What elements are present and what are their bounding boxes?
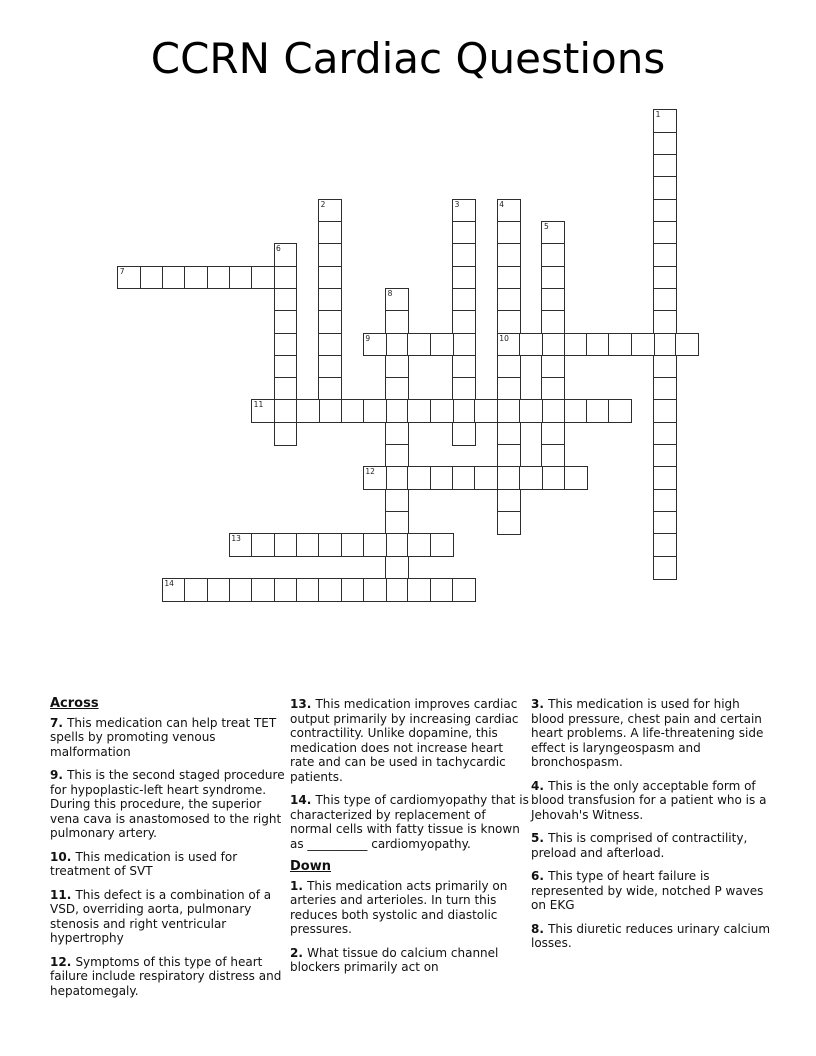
clue-column-2 xyxy=(290,697,531,984)
clue-6: 6. This type of heart failure is represented by wide, notched P waves on EKG xyxy=(531,869,764,912)
grid-cell[interactable] xyxy=(519,466,543,490)
grid-cell[interactable] xyxy=(452,243,476,267)
clue-13: 13. This medication improves cardiac output primarily by increasing cardiac contractility. Unlike dopamine, this medication does not increase heart rate and can be used in tachycardic patients. xyxy=(290,697,519,784)
cell-number: 6 xyxy=(276,244,281,254)
grid-cell[interactable] xyxy=(385,489,409,513)
grid-cell[interactable] xyxy=(631,333,655,357)
grid-cell[interactable] xyxy=(274,578,298,602)
grid-cell[interactable] xyxy=(541,422,565,446)
cell-number: 8 xyxy=(387,288,393,298)
grid-cell[interactable] xyxy=(385,578,409,602)
clue-number: 5. xyxy=(531,831,549,845)
grid-cell[interactable] xyxy=(653,333,677,357)
grid-cell[interactable] xyxy=(363,578,387,602)
grid-cell[interactable] xyxy=(385,333,409,357)
grid-cell[interactable] xyxy=(608,333,632,357)
grid-cell[interactable] xyxy=(207,266,231,290)
grid-cell[interactable] xyxy=(653,556,677,580)
cell-number: 4 xyxy=(499,199,505,209)
grid-cell[interactable] xyxy=(452,310,476,334)
grid-cell[interactable] xyxy=(274,266,298,290)
grid-cell[interactable] xyxy=(564,399,588,423)
grid-cell[interactable] xyxy=(407,466,431,490)
clue-number: 10. xyxy=(50,849,76,864)
grid-cell[interactable] xyxy=(653,533,677,557)
grid-cell[interactable] xyxy=(452,288,476,312)
grid-cell[interactable] xyxy=(519,399,543,423)
clue-14: 14. This type of cardiomyopathy that is characterized by replacement of normal cells with fatty tissue is known as __________ cardiomyopathy. xyxy=(290,793,529,851)
clue-number: 4. xyxy=(531,778,549,793)
grid-cell[interactable] xyxy=(653,466,677,490)
grid-cell[interactable] xyxy=(541,333,565,357)
clue-number: 9. xyxy=(50,768,68,782)
grid-cell[interactable] xyxy=(474,466,498,490)
clue-12: 12. Symptoms of this type of heart failure include respiratory distress and hepatomegaly. xyxy=(50,954,282,998)
grid-cell[interactable] xyxy=(318,221,342,245)
grid-cell[interactable] xyxy=(274,422,298,446)
grid-cell[interactable] xyxy=(229,533,253,557)
grid-cell[interactable] xyxy=(497,466,521,490)
grid-cell[interactable] xyxy=(385,511,409,535)
grid-cell[interactable] xyxy=(541,355,565,379)
grid-cell[interactable] xyxy=(296,533,320,557)
grid-cell[interactable] xyxy=(274,288,298,312)
grid-cell[interactable] xyxy=(274,533,298,557)
cell-number: 2 xyxy=(320,199,326,209)
grid-cell[interactable] xyxy=(452,199,476,223)
grid-cell[interactable] xyxy=(653,444,677,468)
grid-cell[interactable] xyxy=(274,310,298,334)
grid-cell[interactable] xyxy=(541,310,565,334)
grid-cell[interactable] xyxy=(653,489,677,513)
grid-cell[interactable] xyxy=(497,199,521,223)
grid-cell[interactable] xyxy=(653,288,677,312)
clue-column-3 xyxy=(531,697,772,960)
clue-number: 12. xyxy=(50,954,76,969)
clue-1: 1. This medication acts primarily on arteries and arterioles. In turn this reduces both systolic and diastolic pressures. xyxy=(290,878,508,936)
grid-cell[interactable] xyxy=(117,266,141,290)
clue-number: 3. xyxy=(531,697,549,711)
grid-cell[interactable] xyxy=(318,377,342,401)
grid-cell[interactable] xyxy=(474,399,498,423)
grid-cell[interactable] xyxy=(541,221,565,245)
grid-cell[interactable] xyxy=(341,578,365,602)
grid-cell[interactable] xyxy=(385,533,409,557)
grid-cell[interactable] xyxy=(430,533,454,557)
cell-number: 7 xyxy=(119,266,125,276)
grid-cell[interactable] xyxy=(430,578,454,602)
page-title: CCRN Cardiac Questions xyxy=(150,34,666,83)
grid-cell[interactable] xyxy=(184,266,208,290)
grid-cell[interactable] xyxy=(608,399,632,423)
clue-number: 14. xyxy=(290,793,316,807)
cell-number: 9 xyxy=(365,333,371,343)
grid-cell[interactable] xyxy=(519,333,543,357)
clue-number: 7. xyxy=(50,715,68,730)
grid-cell[interactable] xyxy=(251,266,275,290)
grid-cell[interactable] xyxy=(140,266,164,290)
grid-cell[interactable] xyxy=(586,399,610,423)
cell-number: 13 xyxy=(231,534,241,544)
grid-cell[interactable] xyxy=(653,243,677,267)
clue-3: 3. This medication is used for high blood pressure, chest pain and certain heart problems. A life-threatening side effect is laryngeospasm and bronchospasm. xyxy=(531,697,764,769)
clue-number: 6. xyxy=(531,869,549,883)
grid-cell[interactable] xyxy=(385,556,409,580)
grid-cell[interactable] xyxy=(452,399,476,423)
clue-number: 8. xyxy=(531,921,549,936)
grid-cell[interactable] xyxy=(407,533,431,557)
grid-cell[interactable] xyxy=(497,333,521,357)
grid-cell[interactable] xyxy=(497,511,521,535)
grid-cell[interactable] xyxy=(564,333,588,357)
grid-cell[interactable] xyxy=(452,355,476,379)
grid-cell[interactable] xyxy=(407,399,431,423)
grid-cell[interactable] xyxy=(385,355,409,379)
cell-number: 5 xyxy=(543,221,549,231)
grid-cell[interactable] xyxy=(385,310,409,334)
grid-cell[interactable] xyxy=(385,377,409,401)
grid-cell[interactable] xyxy=(452,221,476,245)
grid-cell[interactable] xyxy=(541,266,565,290)
clue-4: 4. This is the only acceptable form of blood transfusion for a patient who is a Jehovah's Witness. xyxy=(531,778,767,822)
grid-cell[interactable] xyxy=(452,266,476,290)
grid-cell[interactable] xyxy=(184,578,208,602)
clue-column-1 xyxy=(50,697,291,1007)
grid-cell[interactable] xyxy=(452,377,476,401)
clue-11: 11. This defect is a combination of a VSD, overriding aorta, pulmonary stenosis and right ventricular hypertrophy xyxy=(50,887,272,945)
clue-8: 8. This diuretic reduces urinary calcium losses. xyxy=(531,921,771,950)
grid-cell[interactable] xyxy=(452,333,476,357)
down-header: Down xyxy=(290,859,331,874)
grid-cell[interactable] xyxy=(162,578,186,602)
grid-cell[interactable] xyxy=(318,310,342,334)
grid-cell[interactable] xyxy=(430,399,454,423)
grid-cell[interactable] xyxy=(296,399,320,423)
cell-number: 3 xyxy=(454,199,460,209)
grid-cell[interactable] xyxy=(318,288,342,312)
cell-number: 10 xyxy=(499,333,509,343)
grid-cell[interactable] xyxy=(497,310,521,334)
clue-number: 1. xyxy=(290,878,308,893)
grid-cell[interactable] xyxy=(541,377,565,401)
grid-cell[interactable] xyxy=(497,377,521,401)
grid-cell[interactable] xyxy=(653,422,677,446)
grid-cell[interactable] xyxy=(341,533,365,557)
grid-cell[interactable] xyxy=(586,333,610,357)
grid-cell[interactable] xyxy=(430,333,454,357)
grid-cell[interactable] xyxy=(653,221,677,245)
grid-cell[interactable] xyxy=(274,377,298,401)
grid-cell[interactable] xyxy=(541,466,565,490)
grid-cell[interactable] xyxy=(318,266,342,290)
grid-cell[interactable] xyxy=(653,310,677,334)
grid-cell[interactable] xyxy=(363,466,387,490)
grid-cell[interactable] xyxy=(385,399,409,423)
grid-cell[interactable] xyxy=(497,399,521,423)
grid-cell[interactable] xyxy=(229,266,253,290)
grid-cell[interactable] xyxy=(452,578,476,602)
grid-cell[interactable] xyxy=(274,355,298,379)
grid-cell[interactable] xyxy=(207,578,231,602)
grid-cell[interactable] xyxy=(541,399,565,423)
grid-cell[interactable] xyxy=(653,266,677,290)
grid-cell[interactable] xyxy=(452,422,476,446)
grid-cell[interactable] xyxy=(385,422,409,446)
grid-cell[interactable] xyxy=(541,243,565,267)
grid-cell[interactable] xyxy=(318,399,342,423)
grid-cell[interactable] xyxy=(653,176,677,200)
grid-cell[interactable] xyxy=(363,399,387,423)
grid-cell[interactable] xyxy=(363,333,387,357)
grid-cell[interactable] xyxy=(653,154,677,178)
cell-number: 1 xyxy=(655,110,661,120)
clue-5: 5. This is comprised of contractility, preload and afterload. xyxy=(531,831,748,860)
across-header: Across xyxy=(50,696,99,711)
grid-cell[interactable] xyxy=(318,199,342,223)
grid-cell[interactable] xyxy=(385,444,409,468)
grid-cell[interactable] xyxy=(541,444,565,468)
grid-cell[interactable] xyxy=(497,355,521,379)
grid-cell[interactable] xyxy=(497,489,521,513)
grid-cell[interactable] xyxy=(341,399,365,423)
cell-number: 14 xyxy=(164,579,174,589)
grid-cell[interactable] xyxy=(318,333,342,357)
clue-number: 11. xyxy=(50,887,76,902)
grid-cell[interactable] xyxy=(541,288,565,312)
grid-cell[interactable] xyxy=(274,333,298,357)
grid-cell[interactable] xyxy=(318,533,342,557)
grid-cell[interactable] xyxy=(385,288,409,312)
grid-cell[interactable] xyxy=(497,266,521,290)
clue-number: 2. xyxy=(290,945,308,960)
grid-cell[interactable] xyxy=(251,399,275,423)
clue-2: 2. What tissue do calcium channel blockers primarily act on xyxy=(290,945,499,974)
grid-cell[interactable] xyxy=(251,533,275,557)
grid-cell[interactable] xyxy=(653,355,677,379)
grid-cell[interactable] xyxy=(430,466,454,490)
grid-cell[interactable] xyxy=(653,511,677,535)
grid-cell[interactable] xyxy=(363,533,387,557)
grid-cell[interactable] xyxy=(318,578,342,602)
clue-10: 10. This medication is used for treatment of SVT xyxy=(50,849,238,878)
grid-cell[interactable] xyxy=(653,199,677,223)
grid-cell[interactable] xyxy=(675,333,699,357)
grid-cell[interactable] xyxy=(653,377,677,401)
grid-cell[interactable] xyxy=(497,243,521,267)
grid-cell[interactable] xyxy=(497,288,521,312)
grid-cell[interactable] xyxy=(564,466,588,490)
grid-cell[interactable] xyxy=(497,422,521,446)
clue-number: 13. xyxy=(290,697,316,711)
grid-cell[interactable] xyxy=(497,221,521,245)
grid-cell[interactable] xyxy=(407,578,431,602)
grid-cell[interactable] xyxy=(274,243,298,267)
grid-cell[interactable] xyxy=(251,578,275,602)
grid-cell[interactable] xyxy=(452,466,476,490)
grid-cell[interactable] xyxy=(296,578,320,602)
grid-cell[interactable] xyxy=(229,578,253,602)
cell-number: 12 xyxy=(365,467,375,477)
grid-cell[interactable] xyxy=(653,109,677,133)
clue-9: 9. This is the second staged procedure for hypoplastic-left heart syndrome. During this procedure, the superior vena cava is anastomosed to the right pulmonary artery. xyxy=(50,768,285,840)
grid-cell[interactable] xyxy=(653,132,677,156)
grid-cell[interactable] xyxy=(407,333,431,357)
grid-cell[interactable] xyxy=(653,399,677,423)
grid-cell[interactable] xyxy=(274,399,298,423)
grid-cell[interactable] xyxy=(162,266,186,290)
grid-cell[interactable] xyxy=(318,243,342,267)
clue-7: 7. This medication can help treat TET spells by promoting venous malformation xyxy=(50,715,277,759)
grid-cell[interactable] xyxy=(497,444,521,468)
grid-cell[interactable] xyxy=(385,466,409,490)
cell-number: 11 xyxy=(253,400,264,410)
grid-cell[interactable] xyxy=(318,355,342,379)
